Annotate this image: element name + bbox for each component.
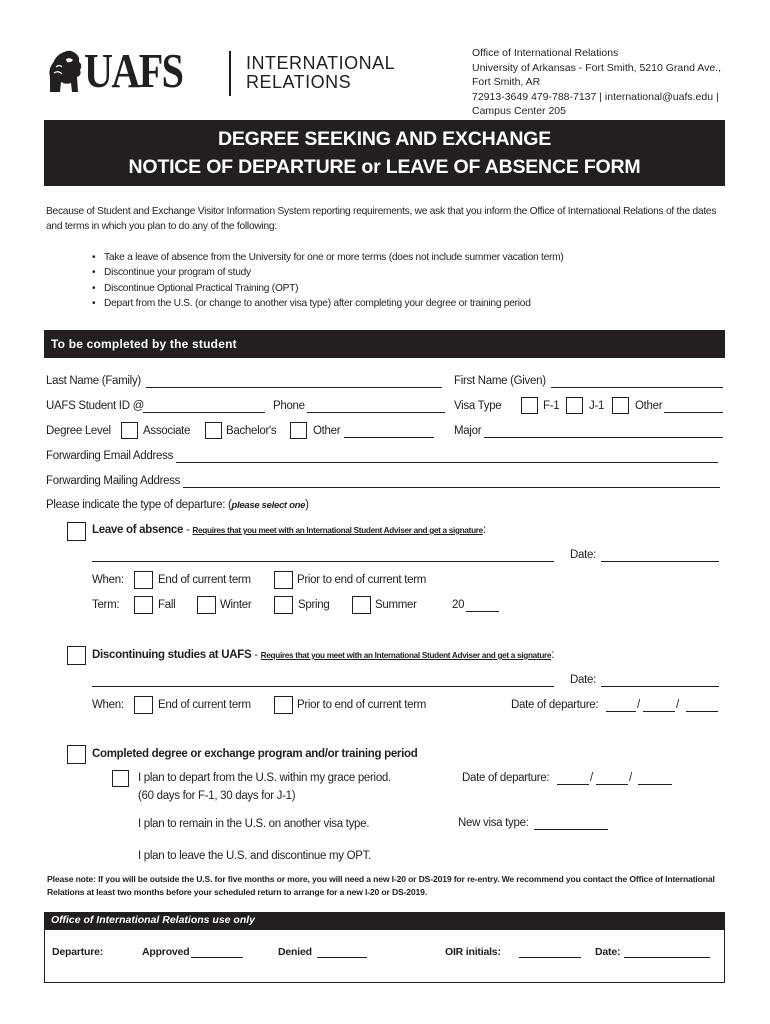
leave-when-label: When:: [92, 574, 124, 586]
visa-f1-label: F-1: [543, 400, 560, 412]
list-item: • Discontinue your program of study: [92, 265, 564, 280]
discontinue-date-field[interactable]: [601, 686, 719, 687]
international-relations-wordmark: [246, 54, 395, 92]
discontinue-departure-date-label: Date of departure:: [511, 699, 599, 711]
leave-date-label: Date:: [570, 549, 596, 561]
degree-bachelors-checkbox[interactable]: [205, 422, 222, 439]
discontinue-requirement: Requires that you meet with an International Student Adviser and get a signature: [260, 651, 552, 660]
discontinue-departure-month-field[interactable]: [606, 711, 636, 712]
forwarding-mailing-field[interactable]: [183, 487, 720, 488]
office-approved-field[interactable]: [191, 957, 243, 958]
term-winter-checkbox[interactable]: [197, 596, 216, 614]
leave-end-of-term-label: End of current term: [158, 574, 251, 586]
term-fall-label: Fall: [158, 599, 176, 611]
grace-period-checkbox[interactable]: [112, 770, 129, 787]
completed-departure-day-field[interactable]: [596, 784, 628, 785]
departure-prompt-text: Please indicate the type of departure: (: [46, 499, 232, 511]
term-spring-checkbox[interactable]: [274, 596, 293, 614]
departure-reasons-list: [92, 250, 564, 311]
uafs-logo-text: UAFS: [84, 43, 183, 98]
completed-departure-year-field[interactable]: [638, 784, 672, 785]
office-address: [472, 46, 721, 119]
degree-other-label: Other: [313, 425, 341, 437]
first-name-field[interactable]: [551, 387, 723, 388]
departure-prompt-end: ): [305, 499, 309, 511]
term-year-field[interactable]: [466, 611, 499, 612]
degree-level-label: Degree Level: [46, 425, 111, 437]
new-visa-type-label: New visa type:: [458, 817, 529, 829]
leave-of-absence-heading: [92, 524, 486, 536]
completed-departure-date-label: Date of departure:: [462, 772, 550, 784]
leave-requirement: Requires that you meet with an International Student Adviser and get a signature: [192, 526, 483, 535]
degree-associate-checkbox[interactable]: [121, 422, 138, 439]
phone-field[interactable]: [307, 412, 445, 413]
oir-initials-field[interactable]: [519, 957, 581, 958]
departure-type-prompt: [46, 499, 309, 511]
office-line: Office of International Relations: [472, 47, 619, 59]
logo-divider: [229, 51, 231, 96]
forwarding-email-field[interactable]: [176, 462, 718, 463]
major-label: Major: [454, 425, 482, 437]
remain-on-visa-label[interactable]: I plan to remain in the U.S. on another visa type.: [138, 818, 370, 830]
degree-associate-label: Associate: [143, 425, 191, 437]
degree-other-field[interactable]: [344, 437, 434, 438]
discontinue-end-of-term-label: End of current term: [158, 699, 251, 711]
leave-colon: :: [482, 524, 486, 536]
discontinuing-checkbox[interactable]: [67, 646, 86, 665]
discontinue-when-label: When:: [92, 699, 124, 711]
student-id-label: UAFS Student ID @: [46, 400, 144, 412]
leave-dash: -: [183, 524, 193, 536]
date-separator: /: [590, 772, 593, 784]
term-summer-checkbox[interactable]: [352, 596, 371, 614]
completed-checkbox[interactable]: [67, 745, 86, 764]
degree-bachelors-label: Bachelor's: [226, 425, 277, 437]
date-separator: /: [637, 699, 640, 711]
leave-title: Leave of absence: [92, 524, 184, 536]
grace-period-note: (60 days for F-1, 30 days for J-1): [138, 790, 296, 802]
office-line: Fort Smith, AR: [472, 76, 541, 89]
phone-label: Phone: [273, 400, 305, 412]
discontinue-dash: -: [251, 649, 261, 661]
forwarding-mailing-label: Forwarding Mailing Address: [46, 475, 181, 487]
list-item: • Discontinue Optional Practical Training (OPT): [92, 281, 564, 296]
visa-type-label: Visa Type: [454, 400, 502, 412]
leave-of-absence-checkbox[interactable]: [67, 522, 86, 541]
lion-logo-icon: [44, 47, 84, 94]
discontinue-opt-label[interactable]: I plan to leave the U.S. and discontinue my OPT.: [138, 850, 371, 862]
form-title: [44, 120, 725, 186]
office-line: 72913-3649 479-788-7137 | international@uafs.edu |: [472, 90, 719, 103]
leave-prior-to-end-label: Prior to end of current term: [297, 574, 427, 586]
degree-other-checkbox[interactable]: [290, 422, 307, 439]
term-year-prefix: 20: [452, 599, 465, 611]
reentry-note: Please note: If you will be outside the U.S. for five months or more, you will need a new I-20 or DS-2019 for re-entry. We recommend you contact the Office of International Relations at least two months before your scheduled return to arrange for a new I-20 or DS-2019.: [47, 874, 715, 897]
visa-j1-checkbox[interactable]: [566, 397, 583, 414]
office-use-heading: Office of International Relations use only: [44, 912, 725, 930]
term-spring-label: Spring: [298, 599, 330, 611]
logo-sub-line-1: INTERNATIONAL: [246, 53, 396, 73]
visa-other-field[interactable]: [664, 412, 723, 413]
discontinue-end-of-term-checkbox[interactable]: [134, 696, 153, 714]
office-date-label: Date:: [595, 946, 621, 958]
discontinue-prior-to-end-label: Prior to end of current term: [297, 699, 427, 711]
office-line: University of Arkansas - Fort Smith, 5210 Grand Ave.,: [472, 61, 721, 74]
office-approved-label: Approved: [142, 946, 190, 958]
grace-period-label: I plan to depart from the U.S. within my grace period.: [138, 772, 391, 784]
major-field[interactable]: [484, 437, 723, 438]
student-section-heading: To be completed by the student: [44, 330, 725, 358]
discontinue-title: Discontinuing studies at UAFS: [92, 649, 252, 661]
leave-term-label: Term:: [92, 599, 120, 611]
discontinue-prior-to-end-checkbox[interactable]: [274, 696, 293, 714]
visa-j1-label: J-1: [589, 400, 605, 412]
office-departure-label: Departure:: [52, 946, 104, 958]
discontinue-departure-year-field[interactable]: [686, 711, 718, 712]
visa-other-label: Other: [635, 400, 663, 412]
discontinue-colon: :: [551, 649, 555, 661]
form-title-line-2: NOTICE OF DEPARTURE or LEAVE OF ABSENCE FORM: [128, 156, 641, 178]
intro-paragraph: Because of Student and Exchange Visitor Information System reporting requirements, we ask that you inform the Office of International Relations of the dates and terms in which you plan to do any of the following:: [46, 206, 717, 232]
date-separator: /: [629, 772, 632, 784]
list-item: • Take a leave of absence from the University for one or more terms (does not include summer vacation term): [92, 250, 564, 265]
discontinue-date-label: Date:: [570, 674, 596, 686]
term-summer-label: Summer: [375, 599, 417, 611]
visa-other-checkbox[interactable]: [612, 397, 629, 414]
forwarding-email-label: Forwarding Email Address: [46, 450, 174, 462]
completed-heading: Completed degree or exchange program and/or training period: [92, 748, 418, 760]
form-title-line-1: DEGREE SEEKING AND EXCHANGE: [217, 128, 551, 150]
term-fall-checkbox[interactable]: [134, 596, 153, 614]
leave-signature-field[interactable]: [92, 561, 554, 562]
office-line: Campus Center 205: [472, 105, 566, 118]
leave-prior-to-end-checkbox[interactable]: [274, 571, 293, 589]
list-item: • Depart from the U.S. (or change to another visa type) after completing your degree or training period: [92, 296, 564, 311]
office-date-field[interactable]: [624, 957, 710, 958]
discontinuing-heading: [92, 649, 554, 661]
new-visa-type-field[interactable]: [534, 829, 608, 830]
student-id-field[interactable]: [143, 412, 265, 413]
first-name-label: First Name (Given): [454, 375, 546, 387]
visa-f1-checkbox[interactable]: [521, 397, 538, 414]
completed-departure-month-field[interactable]: [557, 784, 589, 785]
date-separator: /: [676, 699, 679, 711]
office-denied-field[interactable]: [317, 957, 367, 958]
term-winter-label: Winter: [220, 599, 252, 611]
leave-end-of-term-checkbox[interactable]: [134, 571, 153, 589]
leave-date-field[interactable]: [601, 561, 719, 562]
last-name-field[interactable]: [146, 387, 442, 388]
discontinue-departure-day-field[interactable]: [643, 711, 675, 712]
office-denied-label: Denied: [278, 946, 312, 958]
last-name-label: Last Name (Family): [46, 375, 141, 387]
departure-prompt-emphasis: please select one: [231, 500, 306, 511]
logo-sub-line-2: RELATIONS: [246, 72, 352, 92]
oir-initials-label: OIR initials:: [445, 946, 501, 958]
discontinue-signature-field[interactable]: [92, 686, 554, 687]
